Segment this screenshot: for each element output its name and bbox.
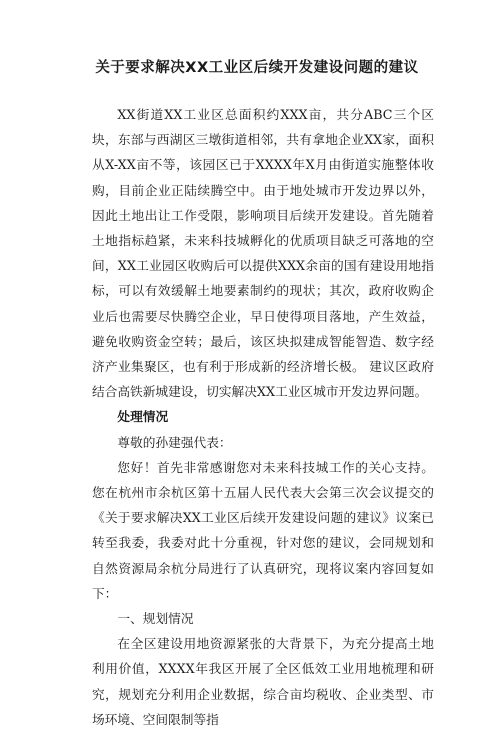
section-heading: 处理情况: [117, 409, 169, 425]
intro-paragraph: XX街道XX工业区总面积约XXX亩，共分ABC三个区块，东部与西湖区三墩街道相邻，共有拿地企业XX家，面积从X-XX亩不等，该园区已于XXXX年X月由街道实施整体收购，目前企业正陆续腾空中。由于地处城市开发边界以外，因此土地出让工作受限，影响项目后续开发建设。首先随着土地指标趋紧，未来科技城孵化的优质项目缺乏可落地的空间，XX工业园区收购后可以提供XXX余亩的国有建设用地指标，可以有效缓解土地要素制约的现状；其次，政府收购企业后也需要尽快腾空企业，早日使得项目落地，产生效益，避免收购资金空转；最后，该区块拟建成智能智造、数字经济产业集聚区，也有利于形成新的经济增长极。 建议区政府结合高铁新城建设，切实解决XX工业区城市开发边界问题。: [92, 107, 434, 400]
subheading-planning: 一、规划情况: [117, 611, 194, 627]
planning-paragraph: 在全区建设用地资源紧张的大背景下，为充分提高土地利用价值，XXXX年我区开展了全区低效工业用地梳理和研究，规划充分利用企业数据，综合亩均税收、企业类型、市场环境、空间限制等指: [92, 636, 434, 727]
document-title: 关于要求解决XX工业区后续开发建设问题的建议: [95, 60, 419, 76]
reply-paragraph: 您好！首先非常感谢您对未来科技城工作的关心支持。您在杭州市余杭区第十五届人民代表大会第三次会议提交的《关于要求解决XX工业区后续开发建设问题的建议》议案已转至我委，我委对此十分重视，针对您的建议，会同规划和自然资源局余杭分局进行了认真研究，现将议案内容回复如下：: [92, 459, 434, 601]
salutation: 尊敬的孙建强代表：: [117, 434, 232, 450]
